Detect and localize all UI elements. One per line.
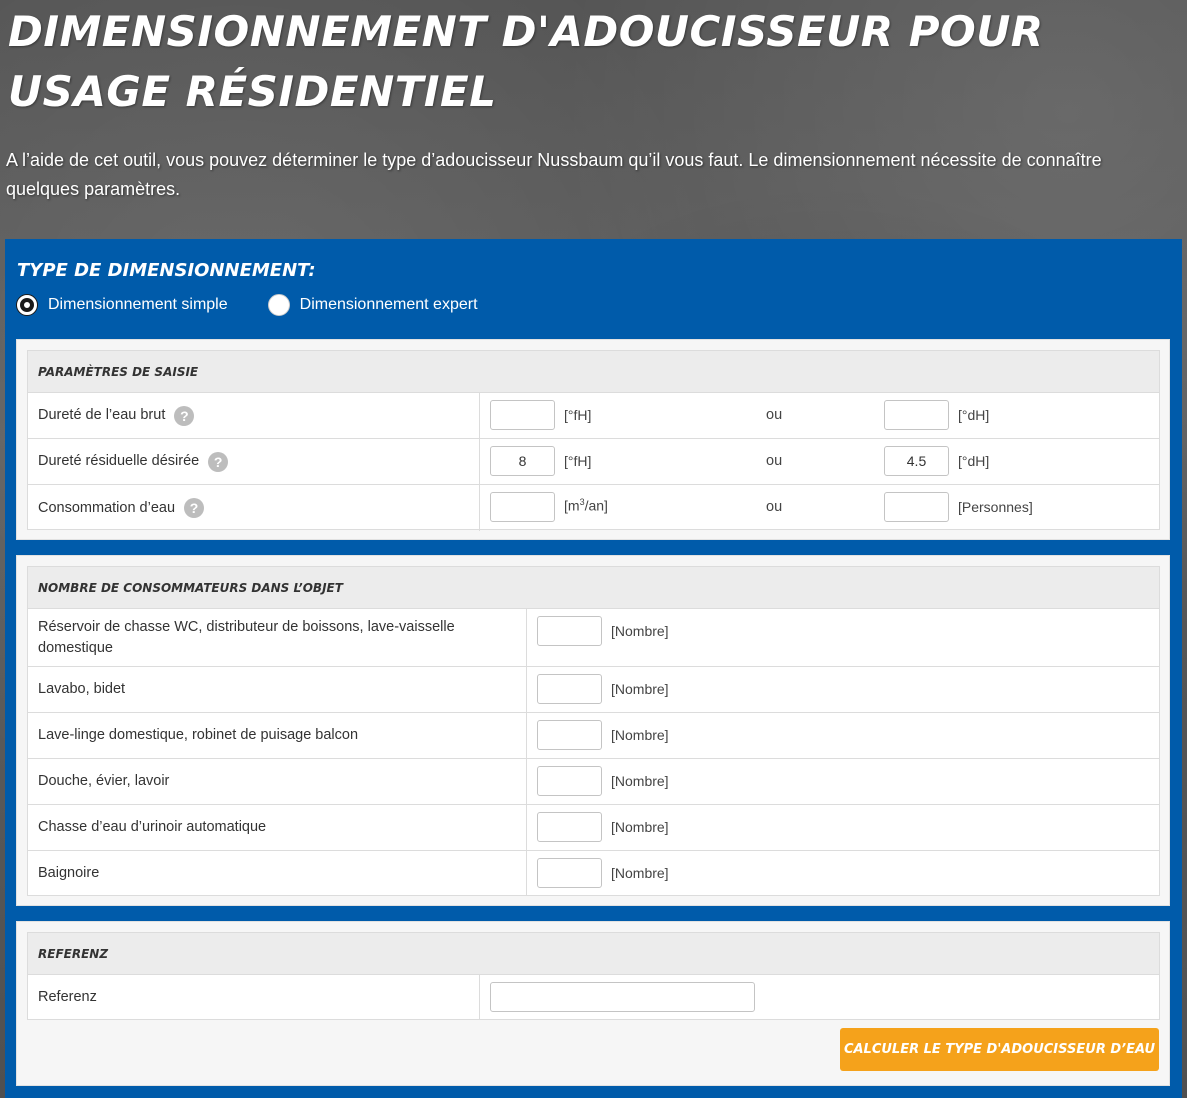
page-title: DIMENSIONNEMENT D'ADOUCISSEUR POUR USAGE RÉSIDENTIEL [8, 7, 1044, 116]
question-circle-icon[interactable]: ? [184, 498, 204, 518]
calculate-softener-button[interactable]: CALCULER LE TYPE D'ADOUCISSEUR D’EAU [840, 1028, 1159, 1071]
consumers-table [27, 566, 1160, 896]
question-circle-icon[interactable]: ? [174, 406, 194, 426]
consumer-label-cell [28, 667, 527, 712]
radio-expert-label: Dimensionnement expert [299, 296, 478, 313]
reference-label: Referenz [38, 989, 97, 1005]
reference-table [27, 932, 1160, 1020]
water-consumption-row [28, 485, 1159, 531]
unit-m3-suffix: /an] [584, 497, 608, 514]
unit-m3-per-year [564, 497, 608, 514]
unit-count: [Nombre] [611, 819, 669, 835]
reference-row [28, 975, 1159, 1020]
or-label: ou [766, 453, 783, 469]
residual-hardness-fields [480, 439, 1159, 484]
residual-hardness-dh-input[interactable] [884, 446, 949, 476]
consumer-label-cell [28, 805, 527, 850]
reference-heading: REFERENZ [28, 933, 1159, 975]
or-label: ou [766, 499, 783, 515]
residual-hardness-fh-input[interactable] [490, 446, 555, 476]
unit-count: [Nombre] [611, 681, 669, 697]
sizing-type-title: TYPE DE DIMENSIONNEMENT: [17, 260, 316, 281]
unit-persons: [Personnes] [958, 499, 1033, 515]
unit-dh: [°dH] [958, 453, 990, 469]
consumer-label-cell [28, 713, 527, 758]
consumer-field [527, 667, 1159, 712]
raw-water-hardness-row [28, 393, 1159, 439]
sizing-form-panel [5, 239, 1182, 1098]
unit-m3-exponent: 3 [579, 497, 585, 507]
or-label: ou [766, 407, 783, 423]
raw-hardness-dh-input[interactable] [884, 400, 949, 430]
consumers-heading: NOMBRE DE CONSOMMATEURS DANS L’OBJET [28, 567, 1159, 609]
input-parameters-card [16, 339, 1170, 540]
washbasin-count-input[interactable] [537, 674, 602, 704]
consumption-persons-input[interactable] [884, 492, 949, 522]
consumer-label: Réservoir de chasse WC, distributeur de boissons, lave-vaisselle domestique [38, 618, 455, 656]
consumer-field [527, 805, 1159, 850]
raw-hardness-fh-input[interactable] [490, 400, 555, 430]
consumers-card [16, 555, 1170, 906]
unit-count: [Nombre] [611, 623, 669, 639]
input-parameters-heading: PARAMÈTRES DE SAISIE [28, 351, 1159, 393]
consumer-row [28, 667, 1159, 713]
consumer-label: Baignoire [38, 865, 100, 881]
unit-dh: [°dH] [958, 407, 990, 423]
wc-dishwasher-count-input[interactable] [537, 616, 602, 646]
sizing-type-options [16, 294, 518, 316]
radio-unselected-icon[interactable] [268, 294, 290, 316]
washing-machine-count-input[interactable] [537, 720, 602, 750]
consumer-field [527, 713, 1159, 758]
consumer-row [28, 851, 1159, 896]
consumer-field [527, 609, 1159, 666]
raw-water-hardness-fields [480, 393, 1159, 438]
unit-m3-prefix: [m [564, 497, 580, 514]
consumer-label: Lave-linge domestique, robinet de puisage balcon [38, 727, 359, 743]
radio-selected-icon[interactable] [16, 294, 38, 316]
consumer-label: Lavabo, bidet [38, 681, 126, 697]
unit-count: [Nombre] [611, 773, 669, 789]
consumer-row [28, 805, 1159, 851]
unit-count: [Nombre] [611, 865, 669, 881]
bathtub-count-input[interactable] [537, 858, 602, 888]
residual-hardness-row [28, 439, 1159, 485]
reference-field [480, 975, 1159, 1020]
water-consumption-label: Consommation d’eau [38, 499, 176, 516]
residual-hardness-label: Dureté résiduelle désirée [38, 453, 200, 469]
unit-fh: [°fH] [564, 407, 592, 423]
intro-text: A l’aide de cet outil, vous pouvez déterminer le type d’adoucisseur Nussbaum qu’il vous faut. Le dimensionnement nécessite de connaître quelques paramètres. [6, 150, 1102, 199]
hero-banner [0, 0, 1187, 240]
residual-hardness-label-cell [28, 439, 480, 484]
radio-simple-label: Dimensionnement simple [48, 296, 228, 313]
question-circle-icon[interactable]: ? [208, 452, 228, 472]
consumer-label-cell [28, 851, 527, 896]
consumer-label: Douche, évier, lavoir [38, 773, 170, 789]
water-consumption-fields [480, 485, 1159, 531]
urinal-count-input[interactable] [537, 812, 602, 842]
water-consumption-label-cell [28, 485, 480, 531]
reference-card [16, 921, 1170, 1086]
raw-water-hardness-label: Dureté de l’eau brut [38, 407, 166, 423]
unit-fh: [°fH] [564, 453, 592, 469]
consumption-m3-input[interactable] [490, 492, 555, 522]
radio-expert-sizing[interactable] [268, 294, 478, 316]
consumer-label: Chasse d’eau d’urinoir automatique [38, 819, 267, 835]
unit-count: [Nombre] [611, 727, 669, 743]
consumer-label-cell [28, 609, 527, 666]
input-parameters-table [27, 350, 1160, 530]
consumer-row [28, 713, 1159, 759]
shower-count-input[interactable] [537, 766, 602, 796]
consumer-row [28, 759, 1159, 805]
radio-simple-sizing[interactable] [16, 294, 228, 316]
consumer-field [527, 759, 1159, 804]
reference-label-cell [28, 975, 480, 1020]
consumer-field [527, 851, 1159, 896]
consumer-label-cell [28, 759, 527, 804]
reference-input[interactable] [490, 982, 755, 1012]
consumer-row [28, 609, 1159, 667]
raw-water-hardness-label-cell [28, 393, 480, 438]
